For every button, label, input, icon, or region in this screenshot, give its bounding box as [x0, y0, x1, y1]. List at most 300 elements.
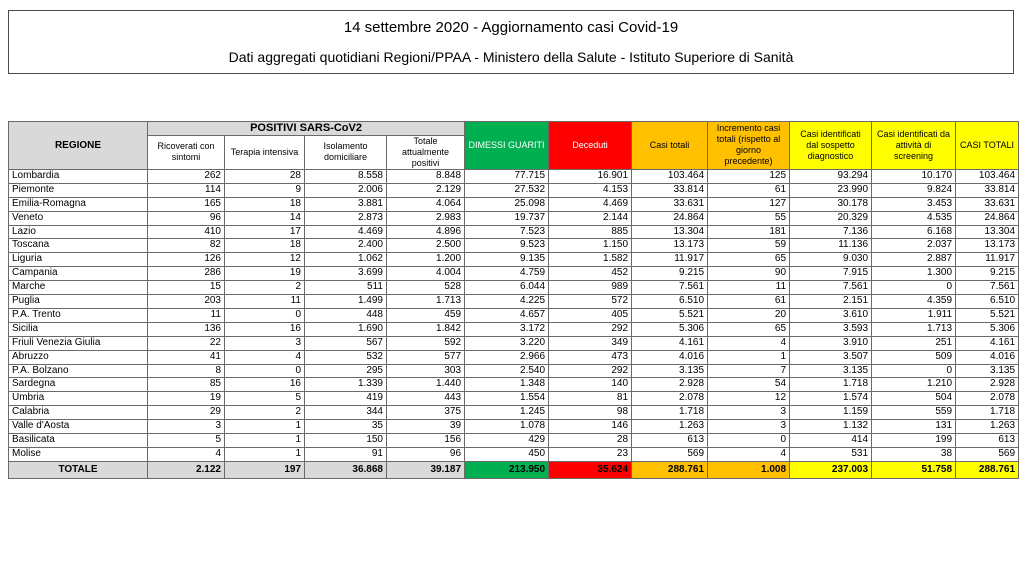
- data-cell: 16: [225, 378, 305, 392]
- data-cell: 1.690: [305, 322, 387, 336]
- data-cell: 2.873: [305, 211, 387, 225]
- data-cell: 27.532: [465, 183, 549, 197]
- region-name-cell: Valle d'Aosta: [9, 420, 148, 434]
- data-cell: 286: [148, 267, 225, 281]
- data-cell: 3: [225, 336, 305, 350]
- data-cell: 429: [465, 434, 549, 448]
- data-cell: 292: [549, 364, 632, 378]
- data-cell: 11: [148, 308, 225, 322]
- data-cell: 3.135: [632, 364, 708, 378]
- data-cell: 1.150: [549, 239, 632, 253]
- data-cell: 65: [708, 322, 790, 336]
- data-cell: 473: [549, 350, 632, 364]
- data-cell: 96: [148, 211, 225, 225]
- data-cell: 2.078: [956, 392, 1019, 406]
- total-cell: 35.624: [549, 461, 632, 478]
- table-row: [9, 378, 1019, 392]
- data-cell: 4.657: [465, 308, 549, 322]
- data-cell: 22: [148, 336, 225, 350]
- data-cell: 13.173: [956, 239, 1019, 253]
- isolamento-domiciliare-header: Isolamento domiciliare: [305, 135, 387, 169]
- data-cell: 91: [305, 448, 387, 462]
- data-cell: 11.917: [632, 253, 708, 267]
- data-cell: 5: [225, 392, 305, 406]
- data-cell: 4.759: [465, 267, 549, 281]
- data-cell: 1.440: [387, 378, 465, 392]
- data-cell: 2: [225, 281, 305, 295]
- data-cell: 0: [225, 308, 305, 322]
- data-cell: 1.574: [790, 392, 872, 406]
- data-cell: 450: [465, 448, 549, 462]
- data-cell: 126: [148, 253, 225, 267]
- data-cell: 25.098: [465, 197, 549, 211]
- table-row: [9, 169, 1019, 183]
- data-cell: 4.153: [549, 183, 632, 197]
- data-cell: 885: [549, 225, 632, 239]
- data-cell: 2.400: [305, 239, 387, 253]
- data-cell: 7.915: [790, 267, 872, 281]
- data-cell: 7.136: [790, 225, 872, 239]
- data-cell: 1.263: [956, 420, 1019, 434]
- data-cell: 572: [549, 295, 632, 309]
- data-cell: 127: [708, 197, 790, 211]
- data-cell: 1.554: [465, 392, 549, 406]
- data-cell: 77.715: [465, 169, 549, 183]
- region-name-cell: Toscana: [9, 239, 148, 253]
- total-cell: 197: [225, 461, 305, 478]
- data-cell: 131: [872, 420, 956, 434]
- data-cell: 3: [148, 420, 225, 434]
- data-cell: 2.078: [632, 392, 708, 406]
- data-cell: 9.523: [465, 239, 549, 253]
- data-cell: 24.864: [956, 211, 1019, 225]
- data-cell: 65: [708, 253, 790, 267]
- data-cell: 1.348: [465, 378, 549, 392]
- data-cell: 1.132: [790, 420, 872, 434]
- data-cell: 9.824: [872, 183, 956, 197]
- data-cell: 13.173: [632, 239, 708, 253]
- region-name-cell: Marche: [9, 281, 148, 295]
- data-cell: 1.718: [632, 406, 708, 420]
- data-cell: 203: [148, 295, 225, 309]
- totale-positivi-header: Totale attualmente positivi: [387, 135, 465, 169]
- data-cell: 443: [387, 392, 465, 406]
- region-name-cell: Sardegna: [9, 378, 148, 392]
- data-cell: 577: [387, 350, 465, 364]
- data-cell: 375: [387, 406, 465, 420]
- total-cell: 288.761: [632, 461, 708, 478]
- data-cell: 295: [305, 364, 387, 378]
- data-cell: 6.168: [872, 225, 956, 239]
- data-cell: 4.161: [632, 336, 708, 350]
- data-cell: 414: [790, 434, 872, 448]
- data-cell: 28: [549, 434, 632, 448]
- data-cell: 1.713: [387, 295, 465, 309]
- total-cell: 51.758: [872, 461, 956, 478]
- table-row: [9, 211, 1019, 225]
- data-cell: 11.136: [790, 239, 872, 253]
- data-cell: 1.078: [465, 420, 549, 434]
- data-cell: 38: [872, 448, 956, 462]
- casi-sospetto-diagnostico-header: Casi identificati dal sospetto diagnostico: [790, 122, 872, 170]
- data-cell: 23: [549, 448, 632, 462]
- data-cell: 4: [225, 350, 305, 364]
- table-row: [9, 336, 1019, 350]
- total-cell: 1.008: [708, 461, 790, 478]
- data-cell: 251: [872, 336, 956, 350]
- data-cell: 532: [305, 350, 387, 364]
- data-cell: 1.300: [872, 267, 956, 281]
- data-cell: 528: [387, 281, 465, 295]
- report-subtitle: Dati aggregati quotidiani Regioni/PPAA - Ministero della Salute - Istituto Superiore di Sanità: [228, 49, 794, 65]
- data-cell: 1: [708, 350, 790, 364]
- data-cell: 11.917: [956, 253, 1019, 267]
- data-cell: 136: [148, 322, 225, 336]
- data-cell: 2.037: [872, 239, 956, 253]
- data-cell: 4.225: [465, 295, 549, 309]
- data-cell: 5.521: [956, 308, 1019, 322]
- data-cell: 24.864: [632, 211, 708, 225]
- data-cell: 146: [549, 420, 632, 434]
- data-cell: 448: [305, 308, 387, 322]
- data-cell: 5: [148, 434, 225, 448]
- data-cell: 7.561: [956, 281, 1019, 295]
- data-cell: 4.004: [387, 267, 465, 281]
- data-cell: 1.210: [872, 378, 956, 392]
- data-cell: 81: [549, 392, 632, 406]
- data-cell: 1.499: [305, 295, 387, 309]
- data-cell: 199: [872, 434, 956, 448]
- data-cell: 8.848: [387, 169, 465, 183]
- region-name-cell: Friuli Venezia Giulia: [9, 336, 148, 350]
- deceduti-header: Deceduti: [549, 122, 632, 170]
- data-cell: 6.510: [956, 295, 1019, 309]
- table-row: [9, 239, 1019, 253]
- positivi-group-header: POSITIVI SARS-CoV2: [148, 122, 465, 136]
- data-cell: 1.718: [790, 378, 872, 392]
- region-name-cell: Lombardia: [9, 169, 148, 183]
- total-cell: 2.122: [148, 461, 225, 478]
- data-cell: 2.928: [956, 378, 1019, 392]
- data-cell: 1.200: [387, 253, 465, 267]
- region-name-cell: Puglia: [9, 295, 148, 309]
- data-cell: 3.699: [305, 267, 387, 281]
- data-cell: 125: [708, 169, 790, 183]
- data-cell: 292: [549, 322, 632, 336]
- data-cell: 989: [549, 281, 632, 295]
- data-cell: 3.172: [465, 322, 549, 336]
- data-cell: 14: [225, 211, 305, 225]
- data-cell: 1.842: [387, 322, 465, 336]
- data-cell: 61: [708, 183, 790, 197]
- data-cell: 2.151: [790, 295, 872, 309]
- table-row: [9, 225, 1019, 239]
- data-cell: 19.737: [465, 211, 549, 225]
- data-cell: 18: [225, 197, 305, 211]
- data-cell: 28: [225, 169, 305, 183]
- table-body: [9, 169, 1019, 461]
- data-cell: 504: [872, 392, 956, 406]
- region-name-cell: Calabria: [9, 406, 148, 420]
- data-cell: 3: [708, 420, 790, 434]
- data-cell: 9.215: [956, 267, 1019, 281]
- data-cell: 1: [225, 448, 305, 462]
- data-cell: 2.966: [465, 350, 549, 364]
- total-cell: 288.761: [956, 461, 1019, 478]
- data-cell: 33.631: [632, 197, 708, 211]
- data-cell: 8.558: [305, 169, 387, 183]
- data-cell: 20: [708, 308, 790, 322]
- data-cell: 19: [225, 267, 305, 281]
- region-name-cell: P.A. Bolzano: [9, 364, 148, 378]
- data-cell: 1.062: [305, 253, 387, 267]
- data-cell: 12: [225, 253, 305, 267]
- data-cell: 613: [632, 434, 708, 448]
- data-cell: 33.814: [956, 183, 1019, 197]
- total-row: [9, 461, 1019, 478]
- data-cell: 4.469: [549, 197, 632, 211]
- data-cell: 4: [708, 448, 790, 462]
- data-cell: 4.535: [872, 211, 956, 225]
- data-cell: 85: [148, 378, 225, 392]
- data-cell: 6.510: [632, 295, 708, 309]
- total-cell: 36.868: [305, 461, 387, 478]
- total-cell: 237.003: [790, 461, 872, 478]
- data-cell: 3.881: [305, 197, 387, 211]
- data-cell: 5.306: [956, 322, 1019, 336]
- region-name-cell: Umbria: [9, 392, 148, 406]
- data-cell: 114: [148, 183, 225, 197]
- table-row: [9, 267, 1019, 281]
- data-cell: 2.129: [387, 183, 465, 197]
- data-cell: 344: [305, 406, 387, 420]
- data-cell: 61: [708, 295, 790, 309]
- region-name-cell: Sicilia: [9, 322, 148, 336]
- table-row: [9, 350, 1019, 364]
- data-cell: 1.582: [549, 253, 632, 267]
- data-cell: 7.523: [465, 225, 549, 239]
- data-cell: 0: [708, 434, 790, 448]
- data-cell: 1.718: [956, 406, 1019, 420]
- data-cell: 2.540: [465, 364, 549, 378]
- region-name-cell: Campania: [9, 267, 148, 281]
- table-row: [9, 197, 1019, 211]
- data-cell: 303: [387, 364, 465, 378]
- data-cell: 4.896: [387, 225, 465, 239]
- data-cell: 2.887: [872, 253, 956, 267]
- data-cell: 4: [708, 336, 790, 350]
- data-cell: 569: [956, 448, 1019, 462]
- data-cell: 3.135: [956, 364, 1019, 378]
- data-cell: 262: [148, 169, 225, 183]
- data-cell: 0: [872, 281, 956, 295]
- table-row: [9, 434, 1019, 448]
- table-row: [9, 322, 1019, 336]
- region-name-cell: Lazio: [9, 225, 148, 239]
- data-cell: 1.245: [465, 406, 549, 420]
- data-cell: 20.329: [790, 211, 872, 225]
- incremento-casi-header: Incremento casi totali (rispetto al giorno precedente): [708, 122, 790, 170]
- dimessi-guariti-header: DIMESSI GUARITI: [465, 122, 549, 170]
- data-cell: 2.144: [549, 211, 632, 225]
- data-cell: 4.469: [305, 225, 387, 239]
- region-name-cell: P.A. Trento: [9, 308, 148, 322]
- table-row: [9, 364, 1019, 378]
- data-cell: 3.453: [872, 197, 956, 211]
- data-cell: 30.178: [790, 197, 872, 211]
- data-cell: 3.593: [790, 322, 872, 336]
- data-cell: 4.161: [956, 336, 1019, 350]
- data-cell: 569: [632, 448, 708, 462]
- region-name-cell: Piemonte: [9, 183, 148, 197]
- data-cell: 33.814: [632, 183, 708, 197]
- data-cell: 4: [148, 448, 225, 462]
- data-cell: 7: [708, 364, 790, 378]
- total-cell: 213.950: [465, 461, 549, 478]
- data-cell: 9.030: [790, 253, 872, 267]
- casi-totali-header: Casi totali: [632, 122, 708, 170]
- data-cell: 140: [549, 378, 632, 392]
- data-cell: 1.713: [872, 322, 956, 336]
- data-cell: 6.044: [465, 281, 549, 295]
- data-cell: 567: [305, 336, 387, 350]
- data-cell: 531: [790, 448, 872, 462]
- region-name-cell: Emilia-Romagna: [9, 197, 148, 211]
- data-cell: 2.006: [305, 183, 387, 197]
- terapia-intensiva-header: Terapia intensiva: [225, 135, 305, 169]
- data-cell: 9.135: [465, 253, 549, 267]
- data-cell: 4.064: [387, 197, 465, 211]
- data-cell: 405: [549, 308, 632, 322]
- data-cell: 5.306: [632, 322, 708, 336]
- data-cell: 452: [549, 267, 632, 281]
- region-name-cell: Veneto: [9, 211, 148, 225]
- table-row: [9, 406, 1019, 420]
- data-cell: 459: [387, 308, 465, 322]
- data-cell: 41: [148, 350, 225, 364]
- data-cell: 1.339: [305, 378, 387, 392]
- data-cell: 11: [225, 295, 305, 309]
- data-cell: 9: [225, 183, 305, 197]
- data-cell: 419: [305, 392, 387, 406]
- data-cell: 156: [387, 434, 465, 448]
- data-cell: 559: [872, 406, 956, 420]
- data-cell: 2: [225, 406, 305, 420]
- data-cell: 410: [148, 225, 225, 239]
- data-cell: 613: [956, 434, 1019, 448]
- data-cell: 19: [148, 392, 225, 406]
- table-row: [9, 281, 1019, 295]
- data-cell: 12: [708, 392, 790, 406]
- data-cell: 17: [225, 225, 305, 239]
- data-cell: 181: [708, 225, 790, 239]
- data-cell: 55: [708, 211, 790, 225]
- data-cell: 3.910: [790, 336, 872, 350]
- report-header: [8, 10, 1014, 74]
- data-cell: 4.016: [632, 350, 708, 364]
- covid-data-table: [8, 121, 1019, 479]
- total-label: TOTALE: [9, 461, 148, 478]
- data-cell: 7.561: [632, 281, 708, 295]
- data-cell: 2.500: [387, 239, 465, 253]
- data-cell: 0: [872, 364, 956, 378]
- data-cell: 1.263: [632, 420, 708, 434]
- data-cell: 5.521: [632, 308, 708, 322]
- data-cell: 592: [387, 336, 465, 350]
- data-cell: 90: [708, 267, 790, 281]
- data-cell: 3.610: [790, 308, 872, 322]
- data-cell: 54: [708, 378, 790, 392]
- data-cell: 8: [148, 364, 225, 378]
- region-name-cell: Abruzzo: [9, 350, 148, 364]
- data-cell: 23.990: [790, 183, 872, 197]
- data-cell: 1: [225, 434, 305, 448]
- data-cell: 103.464: [632, 169, 708, 183]
- data-cell: 3.135: [790, 364, 872, 378]
- data-cell: 3.507: [790, 350, 872, 364]
- data-cell: 11: [708, 281, 790, 295]
- data-cell: 9.215: [632, 267, 708, 281]
- data-cell: 98: [549, 406, 632, 420]
- data-cell: 150: [305, 434, 387, 448]
- data-cell: 13.304: [632, 225, 708, 239]
- data-cell: 165: [148, 197, 225, 211]
- data-cell: 16.901: [549, 169, 632, 183]
- data-cell: 35: [305, 420, 387, 434]
- casi-screening-header: Casi identificati da attività di screening: [872, 122, 956, 170]
- report-title: 14 settembre 2020 - Aggiornamento casi Covid-19: [343, 19, 679, 36]
- data-cell: 509: [872, 350, 956, 364]
- table-row: [9, 253, 1019, 267]
- data-cell: 0: [225, 364, 305, 378]
- casi-totali-final-header: CASI TOTALI: [956, 122, 1019, 170]
- total-cell: 39.187: [387, 461, 465, 478]
- data-cell: 29: [148, 406, 225, 420]
- data-cell: 1: [225, 420, 305, 434]
- region-column-header: REGIONE: [9, 122, 148, 170]
- data-cell: 59: [708, 239, 790, 253]
- region-name-cell: Liguria: [9, 253, 148, 267]
- data-cell: 7.561: [790, 281, 872, 295]
- table-row: [9, 295, 1019, 309]
- data-cell: 15: [148, 281, 225, 295]
- data-cell: 4.016: [956, 350, 1019, 364]
- data-cell: 1.911: [872, 308, 956, 322]
- ricoverati-header: Ricoverati con sintomi: [148, 135, 225, 169]
- table-row: [9, 448, 1019, 462]
- data-cell: 18: [225, 239, 305, 253]
- data-cell: 3: [708, 406, 790, 420]
- table-row: [9, 420, 1019, 434]
- data-cell: 16: [225, 322, 305, 336]
- data-cell: 3.220: [465, 336, 549, 350]
- data-cell: 39: [387, 420, 465, 434]
- data-cell: 2.928: [632, 378, 708, 392]
- table-row: [9, 392, 1019, 406]
- table-row: [9, 183, 1019, 197]
- region-name-cell: Basilicata: [9, 434, 148, 448]
- table-row: [9, 308, 1019, 322]
- data-cell: 96: [387, 448, 465, 462]
- data-cell: 10.170: [872, 169, 956, 183]
- data-cell: 93.294: [790, 169, 872, 183]
- data-cell: 103.464: [956, 169, 1019, 183]
- data-cell: 349: [549, 336, 632, 350]
- region-name-cell: Molise: [9, 448, 148, 462]
- data-cell: 1.159: [790, 406, 872, 420]
- data-cell: 511: [305, 281, 387, 295]
- data-cell: 33.631: [956, 197, 1019, 211]
